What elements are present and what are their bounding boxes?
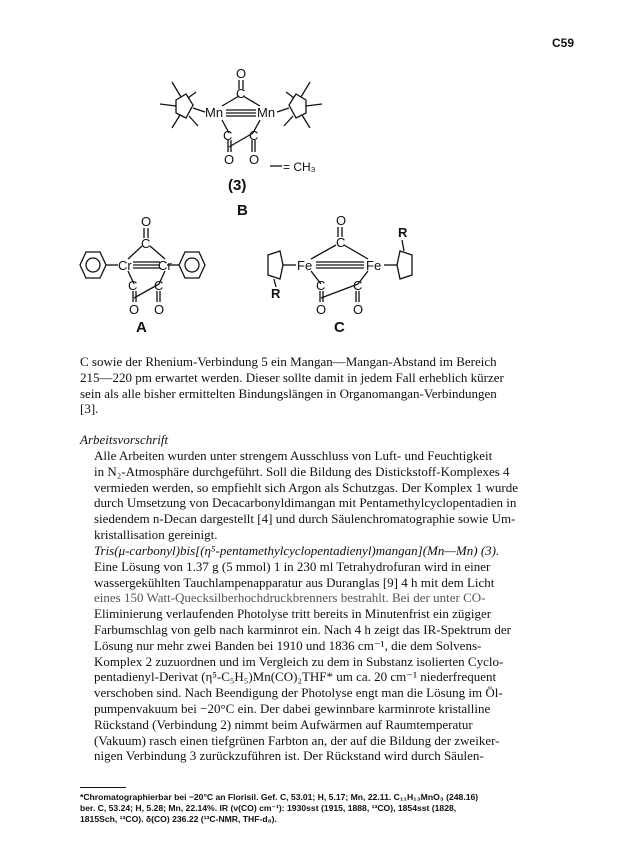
paragraph-line: wassergekühlten Tauchlampenapparatur aus Duranglas [9] 4 h mit dem Licht <box>94 574 495 590</box>
structure-c-metal-right: Fe <box>366 258 382 273</box>
structure-c-bottom-carbon-right: C <box>353 278 363 293</box>
compound3-label: (3) <box>228 177 247 194</box>
paragraph-line: eines 150 Watt-Quecksilberhochdruckbrenners bestrahlt. Bei der unter CO- <box>94 590 486 606</box>
structure-c-top-carbon: C <box>336 235 346 250</box>
paragraph-line: nigen Verbindung 3 zurückzuführen ist. Der Rückstand wird durch Säulen- <box>94 748 484 764</box>
structure-a-metal-left: Cr <box>118 258 132 273</box>
structure-c-metal-left: Fe <box>297 258 313 273</box>
paragraph-line: pentadienyl-Derivat (η⁵-C₅H₅)Mn(CO)₂THF* um ca. 20 cm⁻¹ niederfrequent <box>94 669 497 685</box>
footnote-divider <box>80 787 126 788</box>
paragraph-line: durch Umsetzung von Decacarbonyldimangan mit Pentamethylcyclopentadien in <box>94 495 517 511</box>
paragraph-synthesis <box>80 543 550 764</box>
methyl-legend: = CH₃ <box>283 160 316 174</box>
structure-c-bottom-carbon-left: C <box>316 278 326 293</box>
paragraph-line: (Vakuum) rasch einen tiefgrünen Farbton an, der auf die Bildung der zweiker- <box>94 732 500 748</box>
structure-a-bottom-oxygen-left: O <box>129 302 140 317</box>
paragraph-line: Rückstand (Verbindung 2) nimmt beim Aufwärmen auf Raumtemperatur <box>94 716 473 732</box>
structure-a-label: A <box>136 319 147 336</box>
compound3-metal-right: Mn <box>257 105 276 120</box>
structure-a-bottom-carbon-left: C <box>128 278 138 293</box>
structure-c-bottom-oxygen-right: O <box>353 302 364 317</box>
compound3-bottom-carbon-right: C <box>249 128 259 143</box>
structure-a-top-oxygen: O <box>141 214 152 229</box>
paragraph-line: sein als alle bisher ermittelten Bindungslängen in Organomangan-Verbindungen <box>80 385 497 401</box>
structure-c-substituent-right: R <box>398 225 408 240</box>
compound3-bottom-oxygen-right: O <box>249 152 260 167</box>
synthesis-title: Tris(μ-carbonyl)bis[(η⁵-pentamethylcyclopentadienyl)mangan](Mn—Mn) (3). <box>94 543 500 558</box>
page-number: C59 <box>551 36 574 50</box>
paragraph-line: [3]. <box>80 401 99 417</box>
paragraph-line: Eine Lösung von 1.37 g (5 mmol) 1 in 230 ml Tetrahydrofuran wird in einer <box>94 558 491 574</box>
paragraph-line: Lösung nur mehr zwei Banden bei 1910 und 1836 cm⁻¹, die dem Solvens- <box>94 637 482 653</box>
compound3-top-oxygen: O <box>236 66 247 81</box>
paragraph-line: Komplex 2 zuzuordnen und im Vergleich zu dem in Substanz isolierten Cyclo- <box>94 653 504 669</box>
structure-a-bottom-carbon-right: C <box>154 278 164 293</box>
footnote <box>80 792 550 825</box>
paragraph-intro <box>80 354 550 417</box>
chemical-structures-figure <box>0 0 624 350</box>
paragraph-line: Alle Arbeiten wurden unter strengem Ausschluss von Luft- und Feuchtigkeit <box>94 448 493 463</box>
structure-c-top-oxygen: O <box>336 213 347 228</box>
footnote-line: 1815Sch, ¹³CO). δ(CO) 236.22 (¹³C-NMR, THF-d₈). <box>80 814 277 824</box>
structure-c-bottom-oxygen-left: O <box>316 302 327 317</box>
paragraph-line: C sowie der Rhenium-Verbindung 5 ein Mangan—Mangan-Abstand im Bereich <box>80 354 497 369</box>
structure-a-top-carbon: C <box>141 236 151 251</box>
paragraph-procedure <box>80 448 550 543</box>
structure-a-metal-right: Cr <box>158 258 172 273</box>
paragraph-line: siedendem n-Decan dargestellt [4] und durch Säulenchromatographie sowie Um- <box>94 511 516 527</box>
structure-b-label: B <box>237 202 248 219</box>
structure-c-label: C <box>334 319 345 336</box>
structure-a-bottom-oxygen-right: O <box>154 302 165 317</box>
compound3-bottom-oxygen-left: O <box>224 152 235 167</box>
footnote-line: ber. C, 53.24; H, 5.28; Mn, 22.14%. IR (ν(CO) cm⁻¹): 1930sst (1915, 1888, ¹³CO), 1854sst (1828, <box>80 803 457 813</box>
section-heading: Arbeitsvorschrift <box>80 432 169 447</box>
paragraph-line: verschoben sind. Nach Beendigung der Photolyse engt man die Lösung im Öl- <box>94 685 503 701</box>
paragraph-line: 215—220 pm erwartet werden. Dieser sollte damit in jedem Fall erheblich kürzer <box>80 369 504 385</box>
paragraph-line: pumpenvakuum bei −20°C ein. Der dabei gewinnbare karminrote kristalline <box>94 700 491 716</box>
compound3-bottom-carbon-left: C <box>223 128 233 143</box>
paragraph-line: in N₂-Atmosphäre durchgeführt. Soll die Bildung des Distickstoff-Komplexes 4 <box>94 463 510 479</box>
paragraph-line: vermieden werden, so empfiehlt sich Argon als Schutzgas. Der Komplex 1 wurde <box>94 479 518 495</box>
compound3-top-carbon: C <box>236 86 246 101</box>
compound3-metal-left: Mn <box>205 105 224 120</box>
structure-c-substituent-left: R <box>271 286 281 301</box>
paragraph-line: kristallisation gereinigt. <box>94 526 218 542</box>
paragraph-line: Eliminierung verlaufenden Photolyse tritt bereits in Minutenfrist ein zügiger <box>94 606 492 622</box>
footnote-line: *Chromatographierbar bei −20°C an Florisil. Gef. C, 53.01; H, 5.17; Mn, 22.11. C₁₁H₁₃MnO₃ (248.16) <box>80 792 479 802</box>
paragraph-line: Farbumschlag von gelb nach karminrot ein. Nach 4 h zeigt das IR-Spektrum der <box>94 621 511 637</box>
